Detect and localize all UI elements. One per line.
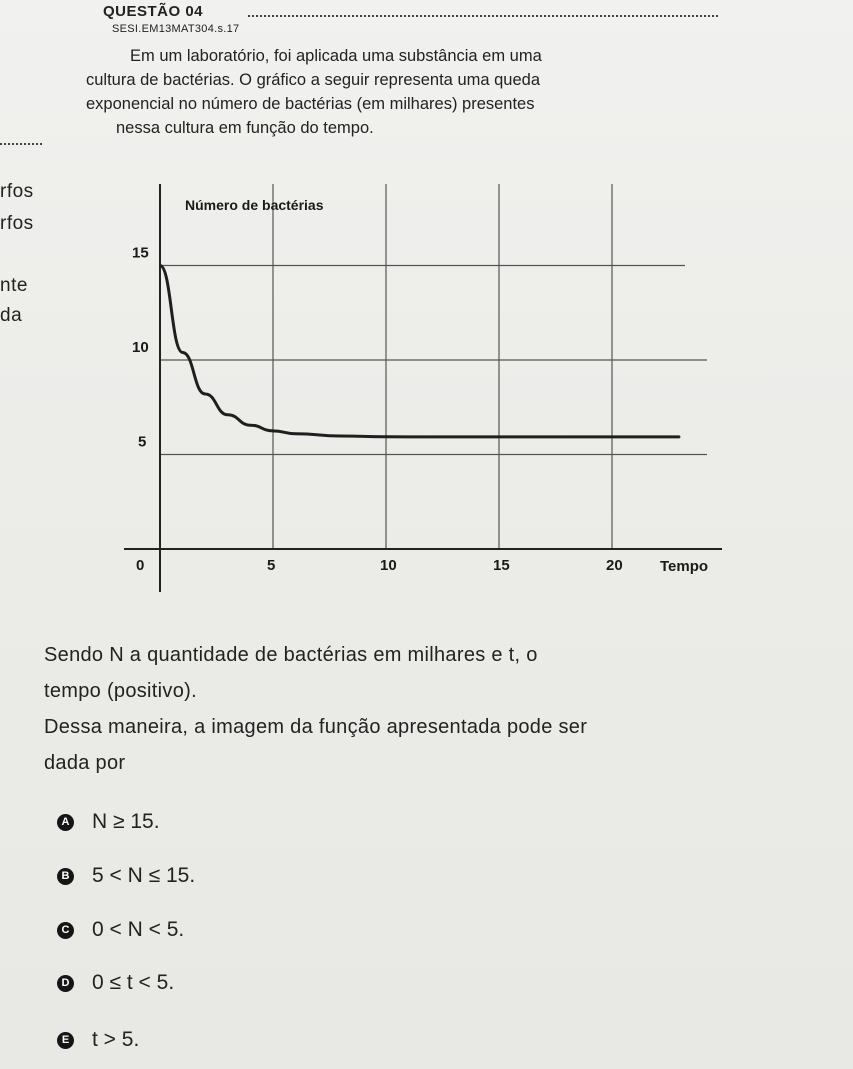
x-tick-label: 10 — [380, 557, 397, 574]
intro-line: nessa cultura em função do tempo. — [116, 119, 374, 137]
intro-line: exponencial no número de bactérias (em milhares) presentes — [86, 95, 535, 113]
data-point — [430, 436, 432, 438]
side-fragment: nte — [0, 275, 28, 296]
tick-labels — [132, 245, 623, 575]
data-point — [679, 436, 681, 438]
option-d[interactable] — [57, 971, 174, 995]
option-letter-badge: C — [57, 922, 74, 939]
question-title: QUESTÃO 04 — [103, 3, 204, 20]
option-c[interactable] — [57, 918, 184, 942]
option-text: 5 < N ≤ 15. — [92, 864, 196, 887]
option-letter-badge: B — [57, 868, 74, 885]
data-point — [272, 430, 274, 432]
body-line: tempo (positivo). — [44, 680, 197, 702]
body-line: Sendo N a quantidade de bactérias em milhares e t, o — [44, 644, 538, 666]
option-text: t > 5. — [92, 1028, 140, 1051]
intro-line: Em um laboratório, foi aplicada uma substância em uma — [130, 47, 542, 65]
data-point — [611, 436, 613, 438]
y-tick-label: 10 — [132, 339, 149, 356]
option-e[interactable] — [57, 1028, 139, 1052]
intro-line: cultura de bactérias. O gráfico a seguir representa uma queda — [86, 71, 541, 89]
option-text: 0 ≤ t < 5. — [92, 971, 175, 994]
question-body — [44, 638, 834, 782]
y-axis-label: Número de bactérias — [185, 197, 324, 213]
series-points — [159, 265, 680, 438]
question-code: SESI.EM13MAT304.s.17 — [112, 23, 240, 35]
data-point — [227, 414, 229, 416]
x-tick-label: 15 — [493, 557, 510, 574]
data-point — [204, 393, 206, 395]
series-line — [160, 266, 680, 437]
x-axis-label: Tempo — [660, 558, 709, 575]
option-a[interactable] — [57, 810, 160, 834]
data-point — [250, 424, 252, 426]
x-tick-label: 20 — [606, 557, 623, 574]
option-text: N ≥ 15. — [92, 810, 160, 833]
data-point — [182, 352, 184, 354]
data-point — [385, 436, 387, 438]
x-tick-label: 0 — [136, 557, 145, 574]
side-fragment: rfos — [0, 181, 34, 202]
option-text: 0 < N < 5. — [92, 918, 185, 941]
body-line: dada por — [44, 752, 126, 774]
option-letter-badge: E — [57, 1032, 74, 1049]
side-fragment: da — [0, 305, 23, 326]
body-line: Dessa maneira, a imagem da função apresentada pode ser — [44, 716, 588, 738]
title-dotted-rule — [248, 15, 718, 17]
data-point — [159, 265, 161, 267]
bacteria-decay-chart — [110, 172, 730, 602]
intro-paragraph — [86, 44, 746, 140]
data-point — [340, 435, 342, 437]
data-point — [295, 433, 297, 435]
y-tick-label: 15 — [132, 244, 149, 262]
option-letter-badge: A — [57, 814, 74, 831]
chart-grid — [160, 184, 707, 549]
data-point — [566, 436, 568, 438]
left-dotted-rule — [0, 143, 42, 145]
data-point — [498, 436, 500, 438]
option-b[interactable] — [57, 864, 195, 888]
y-tick-label: 5 — [138, 433, 147, 451]
option-letter-badge: D — [57, 975, 74, 992]
side-fragment: rfos — [0, 213, 34, 234]
x-tick-label: 5 — [267, 557, 276, 574]
